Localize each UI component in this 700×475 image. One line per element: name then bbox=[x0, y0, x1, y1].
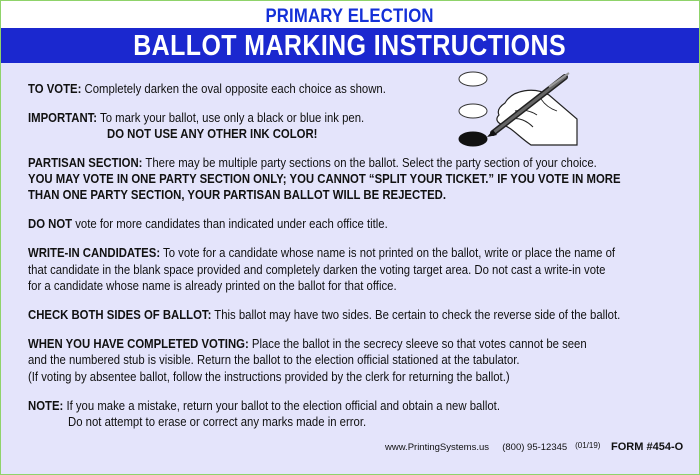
check-sides-section: CHECK BOTH SIDES OF BALLOT: This ballot may have two sides. Be certain to check the reverse side of the ballot. bbox=[28, 307, 621, 323]
do-not-section: DO NOT vote for more candidates than indicated under each office title. bbox=[28, 216, 388, 232]
partisan-section: PARTISAN SECTION: There may be multiple party sections on the ballot. Select the party section of your choice. bbox=[28, 154, 597, 170]
instructions: TO VOTE: Completely darken the oval opposite each choice as shown. IMPORTANT: To mark your ballot, use only a black or blue ink pen. DO NOT USE ANY OTHER INK COLOR! PARTISAN SECTION: There may be multiple party sections on the ballot. Select the party section of your choice. YOU MAY VOTE IN ONE PARTY SECTION ONLY; YOU CANNOT “SPLIT YOUR TICKET.” IF YOU VOTE IN MORE THAN ONE PARTY SECTION, YOUR PARTISAN BALLOT WILL BE REJECTED. DO NOT vote for more candidates than indicated under each office title. WRITE-IN CANDIDATES: To vote for a candidate whose name is not printed on the ballot, write or place the name of that candidate in the blank space provided and completely darken the voting target area. Do not cast a write-in vote for a candidate whose name is already printed on the ballot for that office. CHECK BOTH SIDES OF BALLOT: This ballot may have two sides. Be certain to check the reverse side of the ballot. WHEN YOU HAVE COMPLETED VOTING: Place the ballot in the secrecy sleeve so that votes cannot be seen and the numbered stub is visible. Return the ballot to the election official stationed at the tabulator. (If voting by absentee ballot, follow the instructions provided by the clerk for returning the ballot.) NOTE: If you make a mistake, return your ballot to the election official and obtain a new ballot. Do not attempt to erase or correct any marks made in error. bbox=[28, 81, 698, 430]
completed-section: WHEN YOU HAVE COMPLETED VOTING: Place the ballot in the secrecy sleeve so that votes cannot be seen bbox=[28, 336, 587, 352]
footer-website: www.PrintingSystems.us bbox=[385, 442, 490, 453]
footer-form-number: FORM #454-O bbox=[611, 441, 684, 453]
page-subtitle: BALLOT MARKING INSTRUCTIONS bbox=[133, 30, 567, 62]
footer-phone: (800) 95-12345 bbox=[502, 442, 568, 453]
footer bbox=[385, 441, 683, 453]
write-in-section: WRITE-IN CANDIDATES: To vote for a candidate whose name is not printed on the ballot, write or place the name of bbox=[28, 245, 616, 261]
to-vote-section: TO VOTE: Completely darken the oval opposite each choice as shown. bbox=[28, 81, 386, 96]
note-section: NOTE: If you make a mistake, return your ballot to the election official and obtain a new ballot. bbox=[28, 397, 500, 413]
footer-date-code: (01/19) bbox=[575, 441, 601, 450]
important-section: IMPORTANT: To mark your ballot, use only a black or blue ink pen. bbox=[28, 110, 365, 126]
page-title: PRIMARY ELECTION bbox=[265, 6, 435, 27]
header-top bbox=[1, 1, 699, 28]
header-bar bbox=[1, 28, 699, 63]
